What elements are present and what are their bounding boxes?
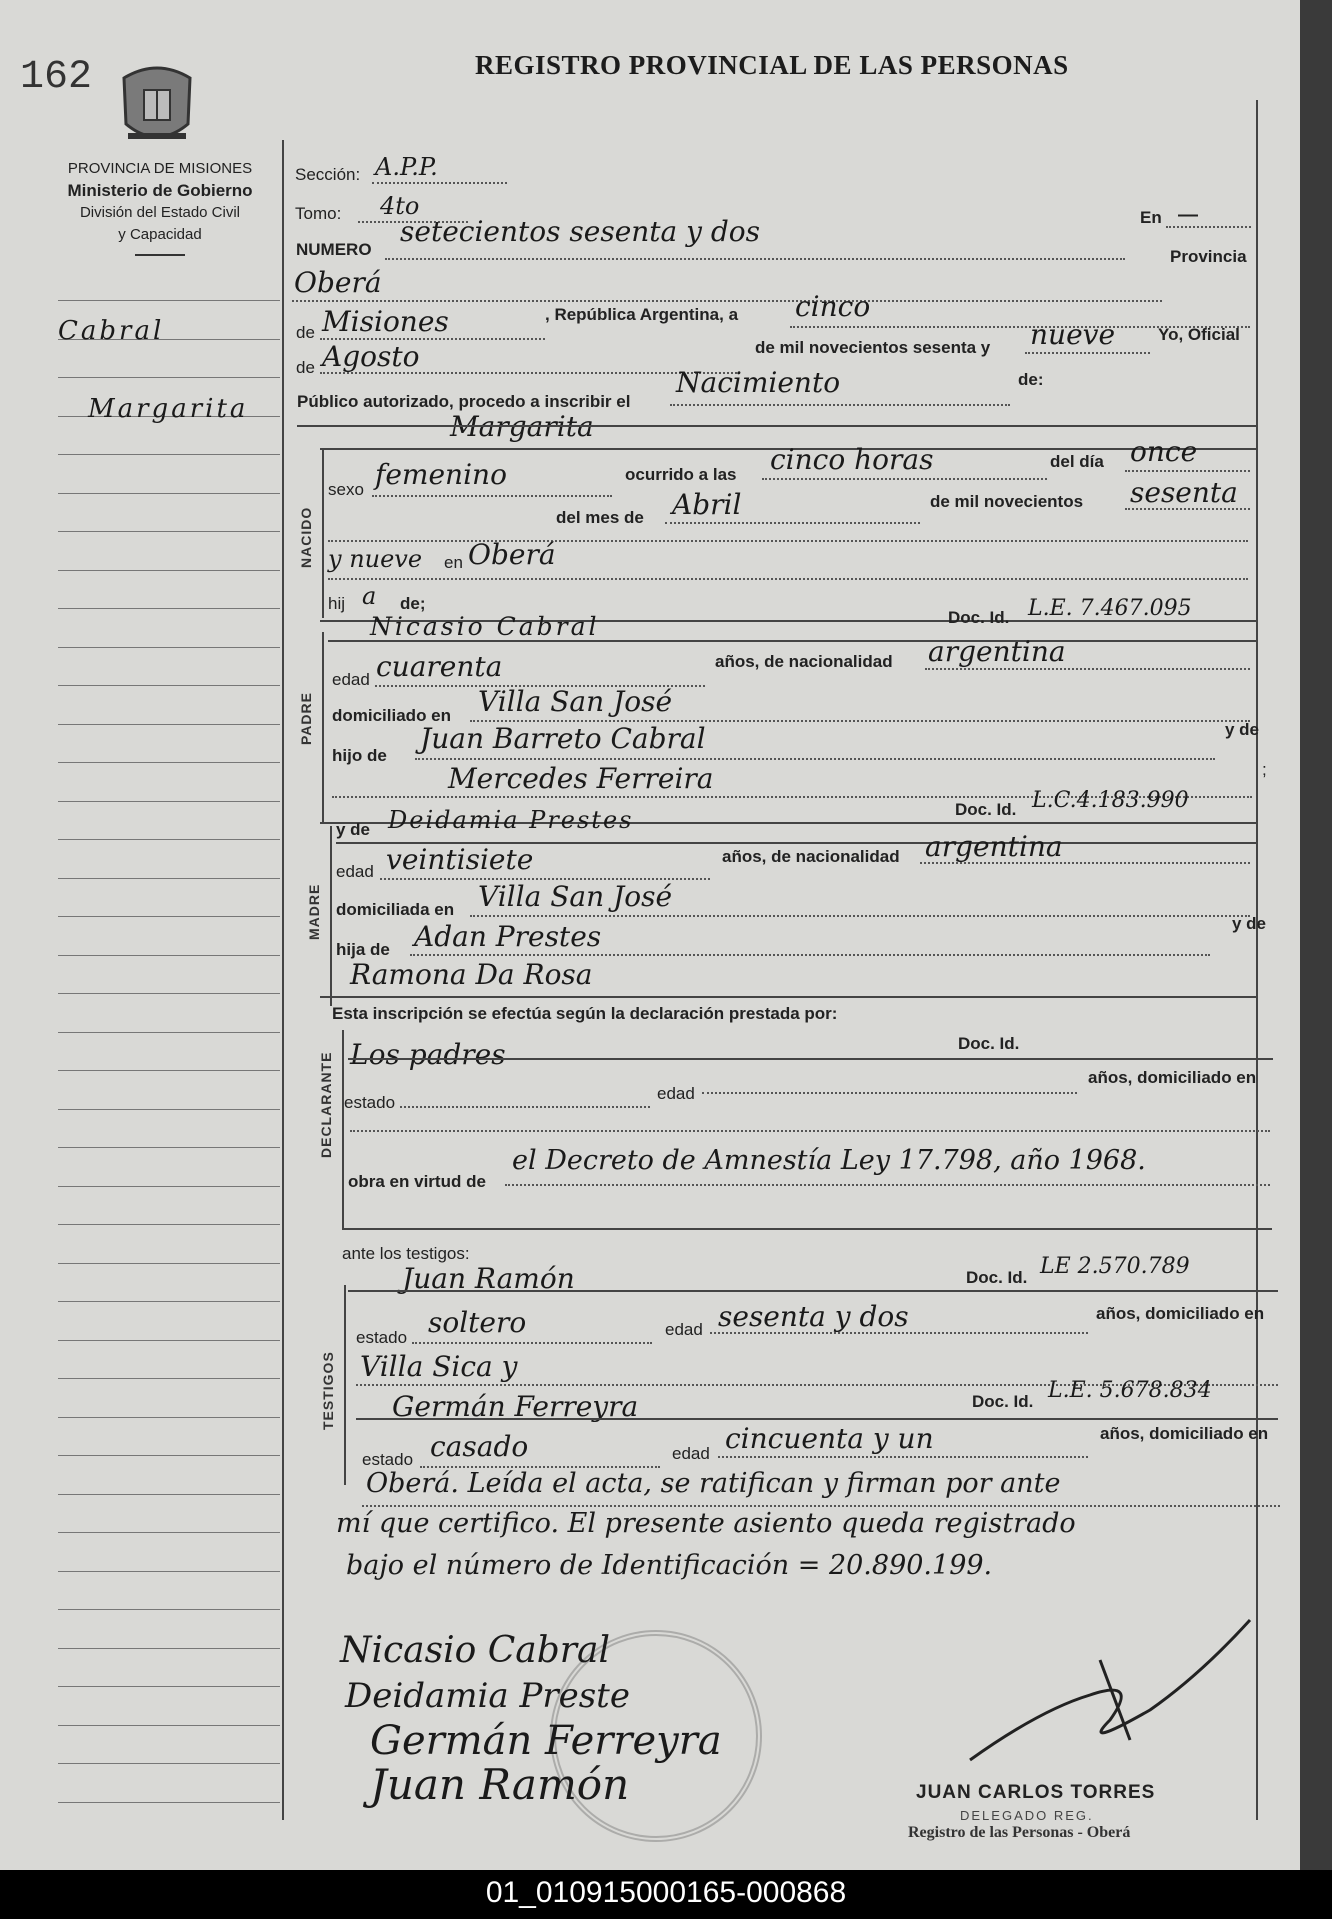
testigo2-edad-label: edad	[672, 1444, 710, 1463]
margin-rule-line	[58, 1609, 280, 1610]
madre-hija-de-label: hija de	[336, 940, 390, 959]
province-line: PROVINCIA DE MISIONES	[67, 160, 253, 177]
testigo1-dom-value: Villa Sica y	[360, 1350, 518, 1383]
margin-rule-line	[58, 762, 280, 763]
lugar-nac-value: Oberá	[468, 538, 556, 571]
margin-rule-line	[58, 1147, 280, 1148]
margin-rule-line	[58, 1686, 280, 1687]
margin-rule-line	[58, 724, 280, 725]
declarante-value: Los padres	[350, 1038, 506, 1071]
de-label-2: de	[296, 358, 315, 377]
signature-witness-1: Juan Ramón	[370, 1760, 630, 1809]
testigo2-dom-label: años, domiciliado en	[1100, 1424, 1269, 1443]
margin-rule-line	[58, 531, 280, 532]
anio-nac-value-2: y nueve	[328, 545, 423, 573]
margin-rule-line	[58, 1648, 280, 1649]
anio-value: nueve	[1030, 318, 1116, 351]
anio-nac-value-1: sesenta	[1130, 476, 1238, 509]
padre-edad-value: cuarenta	[376, 650, 503, 683]
margin-rule-line	[58, 801, 280, 802]
padre-y-de-label: y de	[1225, 720, 1260, 739]
hij-suffix: a	[362, 582, 377, 610]
division-line: División del Estado Civil	[79, 204, 241, 221]
obra-value: el Decreto de Amnestía Ley 17.798, año 1968.	[512, 1145, 1146, 1176]
margin-rule-line	[58, 647, 280, 648]
padre-dom-value: Villa San José	[478, 685, 673, 718]
declarante-dom-label: años, domiciliado en	[1088, 1068, 1257, 1087]
margin-rule-line	[58, 1763, 280, 1764]
lugar-value: Oberá	[294, 266, 382, 299]
testigo2-edad-value: cincuenta y un	[725, 1422, 934, 1455]
tomo-value: 4to	[380, 192, 420, 220]
margin-rule-line	[58, 878, 280, 879]
en-lugar-label: en	[444, 553, 463, 572]
padre-hijo-de-label: hijo de	[332, 746, 387, 765]
mes-value: Agosto	[322, 340, 420, 373]
numero-label: NUMERO	[296, 240, 372, 259]
margin-rule-line	[58, 1301, 280, 1302]
signature-mother: Deidamia Preste	[345, 1676, 630, 1716]
capacity-line: y Capacidad	[118, 226, 202, 243]
cierre-line-3: bajo el número de Identificación = 20.890.199.	[346, 1550, 993, 1581]
provincia-value: Misiones	[322, 305, 449, 338]
issuing-authority	[40, 158, 280, 256]
testigo1-dom-label: años, domiciliado en	[1096, 1304, 1265, 1323]
dia-value: cinco	[795, 290, 871, 323]
padre-dom-label: domiciliado en	[332, 706, 452, 725]
oficial-label: Yo, Oficial	[1158, 325, 1240, 344]
left-border-line	[282, 140, 284, 1820]
padre-doc-value: L.E. 7.467.095	[1028, 596, 1192, 621]
sexo-value: femenino	[375, 458, 507, 491]
testigo1-estado-label: estado	[356, 1328, 408, 1347]
testigo2-estado-value: casado	[430, 1430, 529, 1463]
madre-edad-label: edad	[336, 862, 374, 881]
officer-office: Registro de las Personas - Oberá	[908, 1824, 1131, 1841]
margin-rule-line	[58, 1802, 280, 1803]
margin-rule-line	[58, 1532, 280, 1533]
testigos-label: ante los testigos:	[342, 1244, 470, 1263]
officer-signature-scribble	[960, 1600, 1260, 1770]
margin-rule-line	[58, 1070, 280, 1071]
margin-rule-line	[58, 1378, 280, 1379]
margin-rule-line	[58, 916, 280, 917]
coat-of-arms-icon	[114, 58, 200, 154]
en-label: En	[1140, 208, 1162, 227]
margin-rule-line	[58, 1571, 280, 1572]
margin-rule-line	[58, 1032, 280, 1033]
margin-rule-line	[58, 1417, 280, 1418]
declarante-edad-label: edad	[657, 1084, 695, 1103]
hij-label: hij	[328, 594, 346, 613]
madre-nac-label: años, de nacionalidad	[722, 847, 900, 866]
margin-rule-line	[58, 377, 280, 378]
margin-rule-line	[58, 570, 280, 571]
testigo2-doc-label: Doc. Id.	[972, 1392, 1034, 1411]
officer-name: JUAN CARLOS TORRES	[916, 1782, 1156, 1803]
seccion-label: Sección:	[295, 165, 361, 184]
madre-hija-de-1-value: Adan Prestes	[414, 920, 602, 953]
del-dia-label: del día	[1050, 452, 1104, 471]
padre-doc-label: Doc. Id.	[948, 608, 1010, 627]
madre-side-label: MADRE	[306, 883, 322, 940]
margin-rule-line	[58, 608, 280, 609]
margin-rule-line	[58, 685, 280, 686]
margin-rule-line	[58, 1494, 280, 1495]
en-value: —	[1178, 204, 1198, 226]
cierre-line-1: Oberá. Leída el acta, se ratifican y firman por ante	[366, 1468, 1061, 1499]
obra-label: obra en virtud de	[348, 1172, 486, 1191]
margin-rule-line	[58, 1263, 280, 1264]
acto-value: Nacimiento	[676, 366, 841, 399]
del-mes-label: del mes de	[556, 508, 644, 527]
margin-rule-line	[58, 1109, 280, 1110]
margin-rule-line	[58, 1186, 280, 1187]
testigo1-value: Juan Ramón	[402, 1262, 575, 1295]
margin-rule-line	[58, 1340, 280, 1341]
margin-given-name: Margarita	[88, 394, 249, 424]
margin-rule-line	[58, 1224, 280, 1225]
margin-rule-line	[58, 493, 280, 494]
padre-semicolon: ;	[1262, 760, 1267, 779]
right-border-line	[1256, 100, 1258, 1820]
page-number: 162	[20, 55, 93, 100]
hij-de-label: de;	[400, 594, 426, 613]
margin-rule-line	[58, 1455, 280, 1456]
provincia-label: Provincia	[1170, 247, 1247, 266]
testigo2-doc-value: L.E. 5.678.834	[1048, 1378, 1212, 1403]
padre-edad-label: edad	[332, 670, 370, 689]
madre-edad-value: veintisiete	[386, 843, 534, 876]
cierre-line-2: mí que certifico. El presente asiento queda registrado	[336, 1508, 1076, 1539]
ocurrido-label: ocurrido a las	[625, 465, 737, 484]
margin-rule-line	[58, 993, 280, 994]
inscripcion-label: Esta inscripción se efectúa según la declaración prestada por:	[332, 1004, 838, 1023]
margin-rule-line	[58, 955, 280, 956]
madre-y-de-2-label: y de	[1232, 914, 1267, 933]
hora-value: cinco horas	[770, 443, 934, 476]
ministry-line: Ministerio de Gobierno	[67, 181, 253, 200]
seccion-value: A.P.P.	[375, 153, 438, 181]
madre-dom-value: Villa San José	[478, 880, 673, 913]
madre-nombre-value: Deidamia Prestes	[388, 806, 634, 834]
testigo1-estado-value: soltero	[428, 1306, 527, 1339]
declarante-doc-label: Doc. Id.	[958, 1034, 1020, 1053]
testigo2-value: Germán Ferreyra	[392, 1390, 639, 1423]
numero-value: setecientos sesenta y dos	[400, 215, 761, 248]
mil-nov-label: de mil novecientos	[930, 492, 1084, 511]
padre-nombre-value: Nicasio Cabral	[370, 612, 600, 641]
margin-rule-line	[58, 1725, 280, 1726]
testigo1-doc-label: Doc. Id.	[966, 1268, 1028, 1287]
margin-surname: Cabral	[58, 316, 165, 346]
officer-role: DELEGADO REG.	[960, 1808, 1094, 1823]
testigo1-edad-value: sesenta y dos	[718, 1300, 909, 1333]
testigo2-estado-label: estado	[362, 1450, 414, 1469]
padre-nac-value: argentina	[928, 635, 1066, 668]
madre-doc-value: L.C.4.183.990	[1032, 788, 1189, 813]
padre-nac-label: años, de nacionalidad	[715, 652, 893, 671]
padre-side-label: PADRE	[298, 692, 314, 745]
republica-label: , República Argentina, a	[545, 305, 739, 324]
sexo-label: sexo	[328, 480, 364, 499]
nacido-side-label: NACIDO	[298, 506, 314, 568]
madre-y-de-label: y de	[336, 820, 371, 839]
signature-father: Nicasio Cabral	[340, 1630, 610, 1671]
page-edge-shadow	[1300, 0, 1332, 1870]
padre-hijo-de-2-value: Mercedes Ferreira	[448, 762, 714, 795]
madre-dom-label: domiciliada en	[336, 900, 455, 919]
de-colon-label: de:	[1018, 370, 1044, 389]
nombre-value: Margarita	[450, 410, 594, 443]
madre-hija-de-2-value: Ramona Da Rosa	[350, 958, 593, 991]
padre-hijo-de-1-value: Juan Barreto Cabral	[420, 722, 706, 755]
madre-doc-label: Doc. Id.	[955, 800, 1017, 819]
margin-rule-line	[58, 300, 280, 301]
tomo-label: Tomo:	[295, 204, 342, 223]
signature-witness-2: Germán Ferreyra	[370, 1718, 722, 1764]
madre-nac-value: argentina	[925, 830, 1063, 863]
document-title: REGISTRO PROVINCIAL DE LAS PERSONAS	[475, 50, 1069, 80]
de-label: de	[296, 323, 315, 342]
margin-rule-line	[58, 839, 280, 840]
publico-label: Público autorizado, procedo a inscribir el	[297, 392, 631, 411]
margin-rule-line	[58, 454, 280, 455]
mes-nac-value: Abril	[672, 488, 742, 521]
testigo1-edad-label: edad	[665, 1320, 703, 1339]
testigo1-doc-value: LE 2.570.789	[1040, 1254, 1190, 1279]
testigos-side-label: TESTIGOS	[320, 1351, 336, 1430]
declarante-side-label: DECLARANTE	[318, 1051, 334, 1158]
mil-novecientos-label: de mil novecientos sesenta y	[755, 338, 991, 357]
dia-nac-value: once	[1130, 435, 1198, 468]
footer-image-id: 01_010915000165-000868	[485, 1876, 847, 1909]
declarante-estado-label: estado	[344, 1093, 396, 1112]
